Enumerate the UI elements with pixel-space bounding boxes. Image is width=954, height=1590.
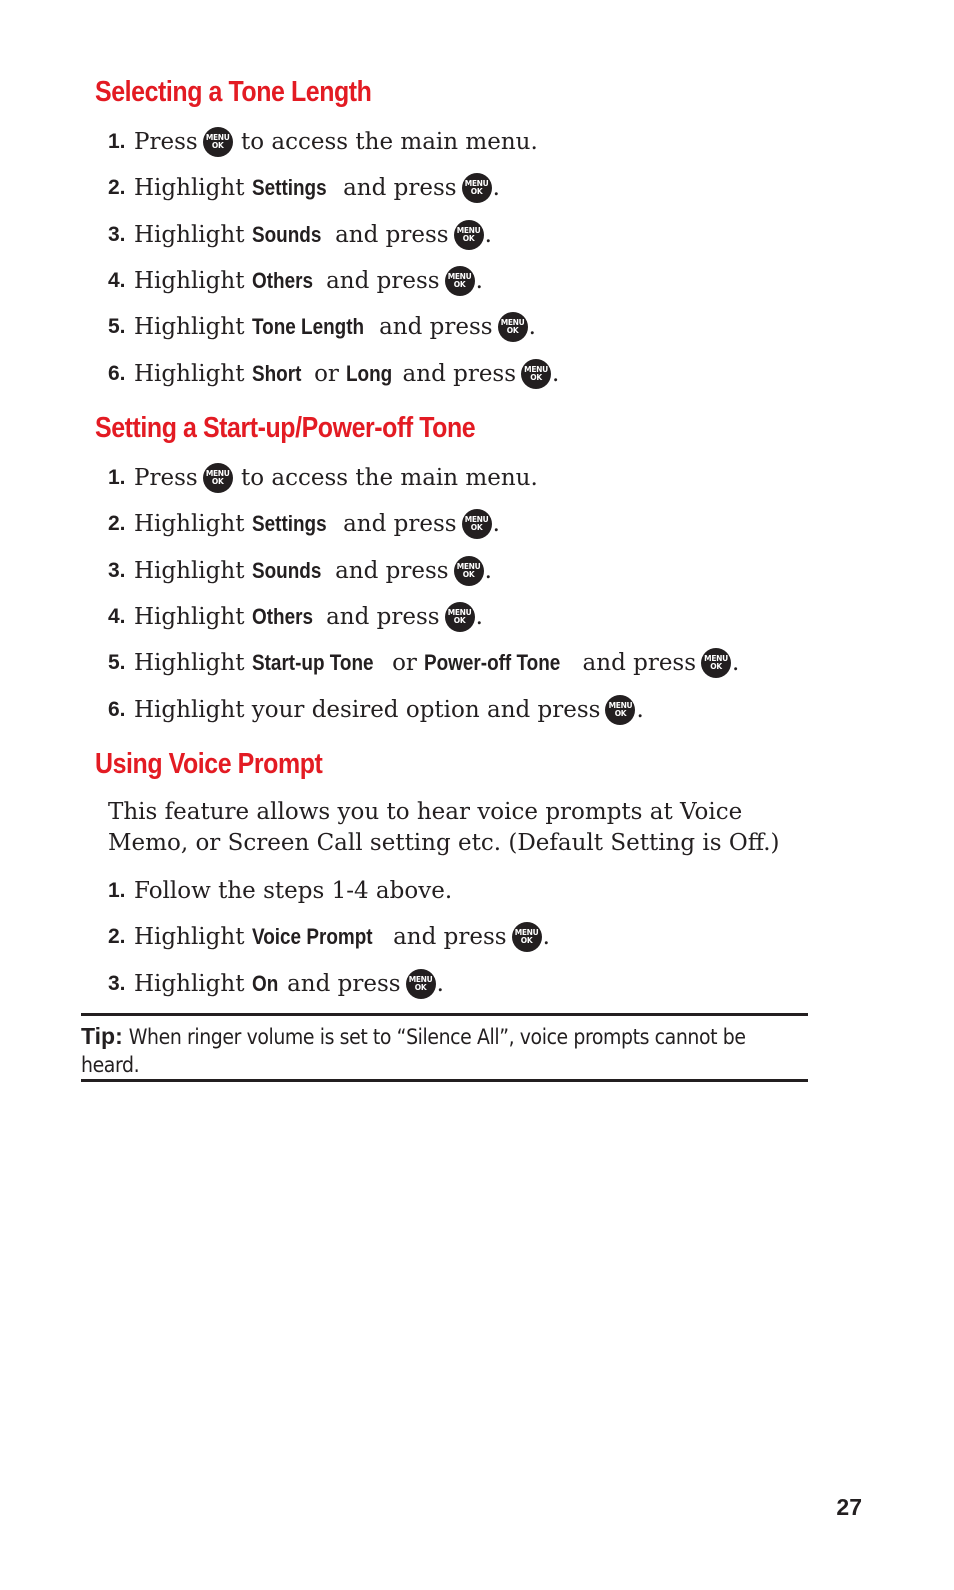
menu-option: Others <box>251 604 313 630</box>
menu-ok-key-icon: MENU OK <box>462 509 492 539</box>
tip-box <box>81 1013 808 1082</box>
menu-ok-key-icon: MENU OK <box>406 969 436 999</box>
menu-option: Others <box>251 268 313 294</box>
list-item: 5. Highlight Start-up Tone or Power-off Tone and press MENU OK . <box>108 650 740 677</box>
menu-ok-key-icon: MENU OK <box>454 220 484 250</box>
list-item: 6. Highlight Short or Long and press MENU OK . <box>108 360 560 387</box>
menu-option: Settings <box>251 175 327 201</box>
list-item: 1. Press MENU OK to access the main menu. <box>108 465 538 492</box>
section-title-tone-length: Selecting a Tone Length <box>95 76 372 108</box>
menu-ok-key-icon: MENU OK <box>605 695 635 725</box>
section-title-voice-prompt: Using Voice Prompt <box>95 748 323 780</box>
page-number: 27 <box>836 1494 862 1520</box>
menu-ok-key-icon: MENU OK <box>701 648 731 678</box>
menu-ok-key-icon: MENU OK <box>445 602 475 632</box>
menu-ok-key-icon: MENU OK <box>203 127 233 157</box>
menu-ok-key-icon: MENU OK <box>498 312 528 342</box>
menu-option: Short <box>251 360 302 386</box>
tip-text: When ringer volume is set to “Silence All”, voice prompts cannot be heard. <box>81 1025 746 1077</box>
list-item: 2. Highlight Voice Prompt and press MENU OK . <box>108 924 550 951</box>
menu-option: Tone Length <box>251 314 364 340</box>
list-item: 4. Highlight Others and press MENU OK . <box>108 268 483 295</box>
voice-prompt-description: This feature allows you to hear voice prompts at Voice Memo, or Screen Call setting etc. (Default Setting is Off.) <box>108 799 780 856</box>
section-title-startup-poweroff-tone: Setting a Start-up/Power-off Tone <box>95 412 476 444</box>
menu-ok-key-icon: MENU OK <box>521 359 551 389</box>
menu-option: On <box>251 970 279 996</box>
menu-ok-key-icon: MENU OK <box>454 556 484 586</box>
list-item: 4. Highlight Others and press MENU OK . <box>108 604 483 631</box>
tip-label: Tip: <box>81 1023 123 1049</box>
menu-ok-key-icon: MENU OK <box>445 266 475 296</box>
menu-option: Settings <box>251 511 327 537</box>
list-item: 5. Highlight Tone Length and press MENU OK . <box>108 314 536 341</box>
voice-prompt-steps <box>108 868 828 1007</box>
startup-tone-steps <box>108 455 828 733</box>
menu-option: Sounds <box>251 221 322 247</box>
menu-option: Sounds <box>251 557 322 583</box>
menu-ok-key-icon: MENU OK <box>203 463 233 493</box>
menu-option: Long <box>346 360 393 386</box>
list-item: 2. Highlight Settings and press MENU OK . <box>108 175 500 202</box>
list-item: 1. Press MENU OK to access the main menu. <box>108 129 538 156</box>
menu-option: Voice Prompt <box>251 924 373 950</box>
menu-option: Power-off Tone <box>424 650 561 676</box>
tone-length-steps <box>108 119 828 397</box>
list-item: 2. Highlight Settings and press MENU OK . <box>108 511 500 538</box>
menu-ok-key-icon: MENU OK <box>512 922 542 952</box>
list-item: 3. Highlight Sounds and press MENU OK . <box>108 557 492 584</box>
menu-option: Start-up Tone <box>251 650 374 676</box>
list-item: 3. Highlight Sounds and press MENU OK . <box>108 221 492 248</box>
menu-ok-key-icon: MENU OK <box>462 173 492 203</box>
list-item: 6. Highlight your desired option and press MENU OK . <box>108 696 644 723</box>
list-item: 3. Highlight On and press MENU OK . <box>108 970 444 997</box>
list-item: 1. Follow the steps 1-4 above. <box>108 878 453 905</box>
